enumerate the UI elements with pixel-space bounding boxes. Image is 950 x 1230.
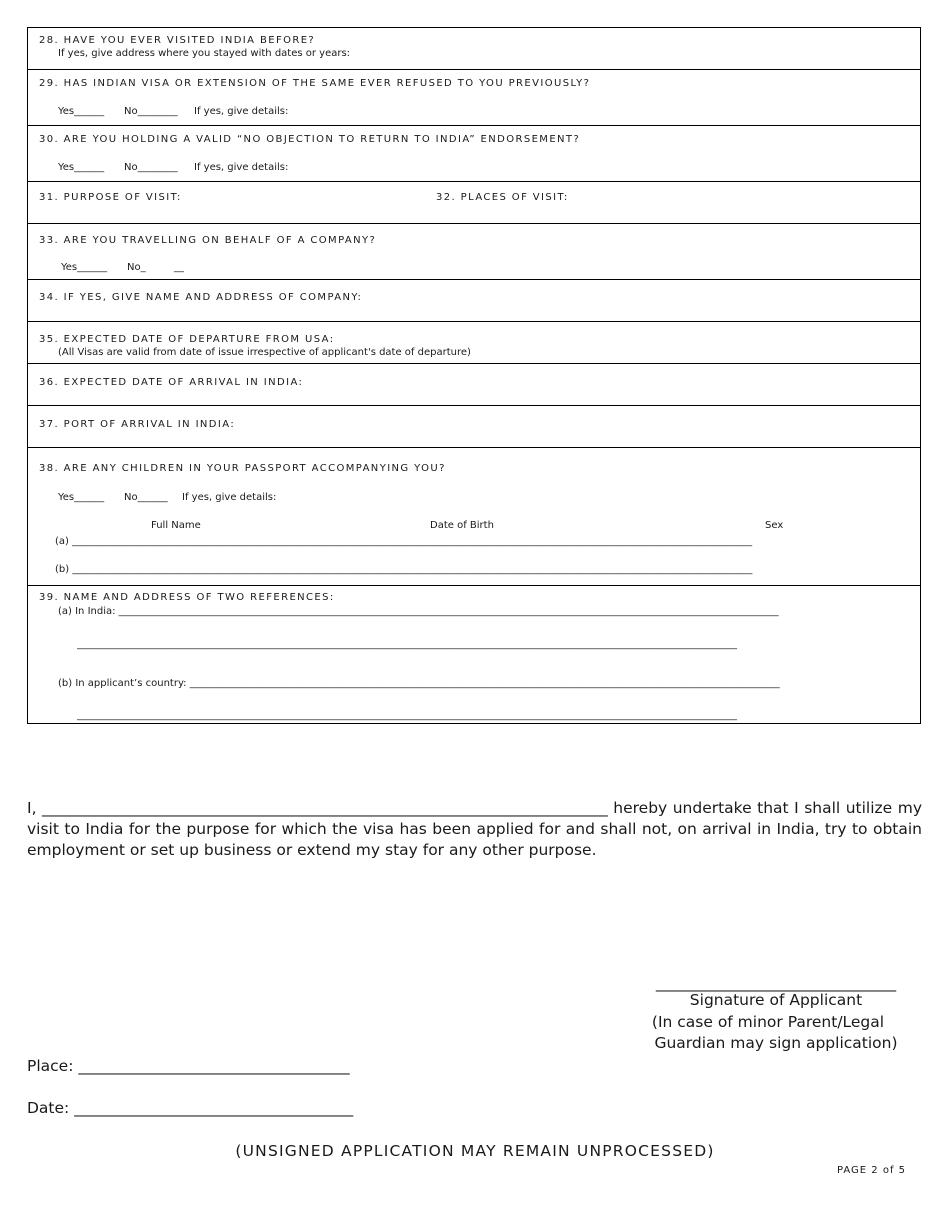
question-38-yes-field[interactable]: Yes______: [58, 492, 105, 503]
question-35-row: [28, 322, 920, 364]
question-36-title: 36. EXPECTED DATE OF ARRIVAL IN INDIA:: [39, 377, 304, 388]
child-row-b-field[interactable]: (b) ________________________________________________________________________________________________________________________________________: [55, 564, 753, 575]
question-39-row: [28, 586, 920, 725]
question-29-details-label: If yes, give details:: [194, 106, 289, 117]
question-30-row: [28, 126, 920, 182]
question-37-title: 37. PORT OF ARRIVAL IN INDIA:: [39, 419, 236, 430]
question-33-yes-field[interactable]: Yes______: [61, 262, 108, 273]
question-30-details-label: If yes, give details:: [194, 162, 289, 173]
signature-note-line1: (In case of minor Parent/Legal: [651, 1013, 885, 1031]
signature-label: Signature of Applicant: [689, 991, 863, 1009]
question-33-no-tail: __: [174, 262, 184, 273]
question-33-row: [28, 224, 920, 280]
question-34-title: 34. IF YES, GIVE NAME AND ADDRESS OF COMPANY:: [39, 292, 363, 303]
page-number: PAGE 2 of 5: [837, 1165, 907, 1176]
date-field[interactable]: Date: ____________________________________: [27, 1099, 354, 1117]
question-29-title: 29. HAS INDIAN VISA OR EXTENSION OF THE SAME EVER REFUSED TO YOU PREVIOUSLY?: [39, 78, 591, 89]
reference-country-continued-field[interactable]: ____________________________________________________________________________________________________________________________________: [77, 710, 737, 721]
question-30-no-field[interactable]: No________: [124, 162, 178, 173]
question-39-title: 39. NAME AND ADDRESS OF TWO REFERENCES:: [39, 592, 335, 603]
children-col-date-of-birth: Date of Birth: [430, 520, 494, 531]
signature-line[interactable]: _______________________________: [655, 974, 897, 992]
child-row-a-field[interactable]: (a) ________________________________________________________________________________________________________________________________________: [55, 536, 753, 547]
question-33-no-field[interactable]: No_: [127, 262, 146, 273]
reference-country-field[interactable]: (b) In applicant’s country: ______________________________________________________________________________________________________________________: [58, 678, 780, 689]
declaration-paragraph: I, _________________________________________________________________________ hereby undertake that I shall utilize my visit to India for the purpose for which the visa has been applied for and shall not, on arrival in India, try to obtain employment or set up business or extend my stay for any other purpose.: [27, 799, 922, 859]
question-33-title: 33. ARE YOU TRAVELLING ON BEHALF OF A COMPANY?: [39, 235, 377, 246]
question-30-yes-field[interactable]: Yes______: [58, 162, 105, 173]
question-35-title: 35. EXPECTED DATE OF DEPARTURE FROM USA:: [39, 334, 335, 345]
reference-india-continued-field[interactable]: ____________________________________________________________________________________________________________________________________: [77, 639, 737, 650]
children-col-sex: Sex: [765, 520, 784, 531]
reference-india-field[interactable]: (a) In India: ____________________________________________________________________________________________________________________________________: [58, 606, 779, 617]
question-32-title: 32. PLACES OF VISIT:: [436, 192, 569, 203]
question-31-title: 31. PURPOSE OF VISIT:: [39, 192, 182, 203]
question-38-row: [28, 448, 920, 586]
signature-note-line2: Guardian may sign application): [654, 1034, 898, 1052]
question-28-note: If yes, give address where you stayed with dates or years:: [58, 48, 351, 59]
children-col-full-name: Full Name: [151, 520, 201, 531]
question-38-no-field[interactable]: No______: [124, 492, 168, 503]
question-29-row: [28, 70, 920, 126]
question-36-row: [28, 364, 920, 406]
question-29-no-field[interactable]: No________: [124, 106, 178, 117]
question-35-note: (All Visas are valid from date of issue irrespective of applicant's date of departure): [58, 347, 471, 358]
question-29-yes-field[interactable]: Yes______: [58, 106, 105, 117]
question-38-title: 38. ARE ANY CHILDREN IN YOUR PASSPORT ACCOMPANYING YOU?: [39, 463, 446, 474]
question-28-title: 28. HAVE YOU EVER VISITED INDIA BEFORE?: [39, 35, 316, 46]
application-form-table: [27, 27, 921, 724]
question-28-row: [28, 28, 920, 70]
place-field[interactable]: Place: ___________________________________: [27, 1057, 350, 1075]
question-31-32-row: [28, 182, 920, 224]
question-30-title: 30. ARE YOU HOLDING A VALID “NO OBJECTION TO RETURN TO INDIA” ENDORSEMENT?: [39, 134, 581, 145]
unsigned-warning: (UNSIGNED APPLICATION MAY REMAIN UNPROCESSED): [235, 1142, 715, 1160]
question-37-row: [28, 406, 920, 448]
question-38-details-label: If yes, give details:: [182, 492, 277, 503]
question-34-row: [28, 280, 920, 322]
